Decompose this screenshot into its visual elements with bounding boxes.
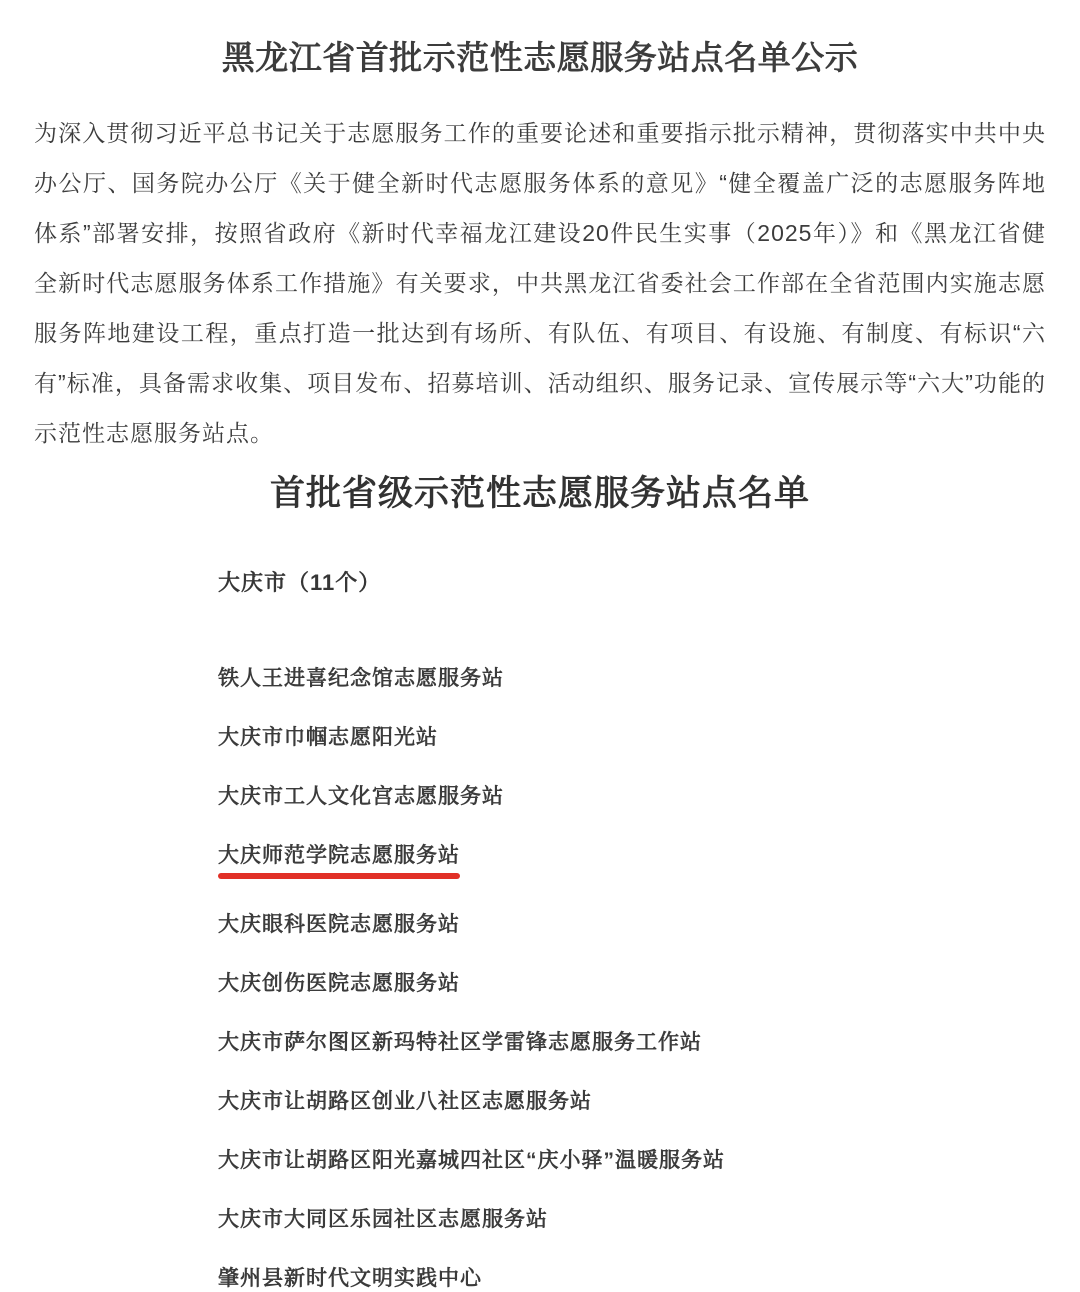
list-item-highlighted — [218, 843, 1080, 879]
station-name: 大庆市工人文化宫志愿服务站 — [218, 785, 504, 808]
station-name: 大庆市让胡路区阳光嘉城四社区“庆小驿”温暖服务站 — [218, 1149, 725, 1172]
station-name: 大庆市巾帼志愿阳光站 — [218, 726, 438, 749]
list-item — [218, 1089, 1080, 1115]
list-item — [218, 1207, 1080, 1233]
red-underline — [218, 873, 460, 879]
city-section — [218, 570, 1080, 1292]
station-name: 大庆创伤医院志愿服务站 — [218, 972, 460, 995]
station-name: 铁人王进喜纪念馆志愿服务站 — [218, 667, 504, 690]
station-name: 大庆师范学院志愿服务站 — [218, 844, 460, 867]
station-name: 大庆市萨尔图区新玛特社区学雷锋志愿服务工作站 — [218, 1031, 702, 1054]
list-item — [218, 666, 1080, 692]
station-list — [218, 666, 1080, 1292]
list-item — [218, 1266, 1080, 1292]
station-name: 肇州县新时代文明实践中心 — [218, 1267, 482, 1290]
page-title: 黑龙江省首批示范性志愿服务站点名单公示 — [221, 39, 859, 76]
city-header: 大庆市（11个） — [218, 570, 382, 595]
highlight-wrap — [218, 843, 460, 879]
list-item — [218, 971, 1080, 997]
station-name: 大庆市让胡路区创业八社区志愿服务站 — [218, 1090, 592, 1113]
list-item — [218, 912, 1080, 938]
list-heading: 首批省级示范性志愿服务站点名单 — [269, 474, 810, 513]
intro-paragraph: 为深入贯彻习近平总书记关于志愿服务工作的重要论述和重要指示批示精神，贯彻落实中共中央办公厅、国务院办公厅《关于健全新时代志愿服务体系的意见》“健全覆盖广泛的志愿服务阵地体系”部署安排，按照省政府《新时代幸福龙江建设20件民生实事（2025年）》和《黑龙江省健全新时代志愿服务体系工作措施》有关要求，中共黑龙江省委社会工作部在全省范围内实施志愿服务阵地建设工程，重点打造一批达到有场所、有队伍、有项目、有设施、有制度、有标识“六有”标准，具备需求收集、项目发布、招募培训、活动组织、服务记录、宣传展示等“六大”功能的示范性志愿服务站点。 — [34, 120, 1046, 446]
list-item — [218, 1148, 1080, 1174]
station-name: 大庆市大同区乐园社区志愿服务站 — [218, 1208, 548, 1231]
list-item — [218, 784, 1080, 810]
list-item — [218, 725, 1080, 751]
station-name: 大庆眼科医院志愿服务站 — [218, 913, 460, 936]
list-item — [218, 1030, 1080, 1056]
